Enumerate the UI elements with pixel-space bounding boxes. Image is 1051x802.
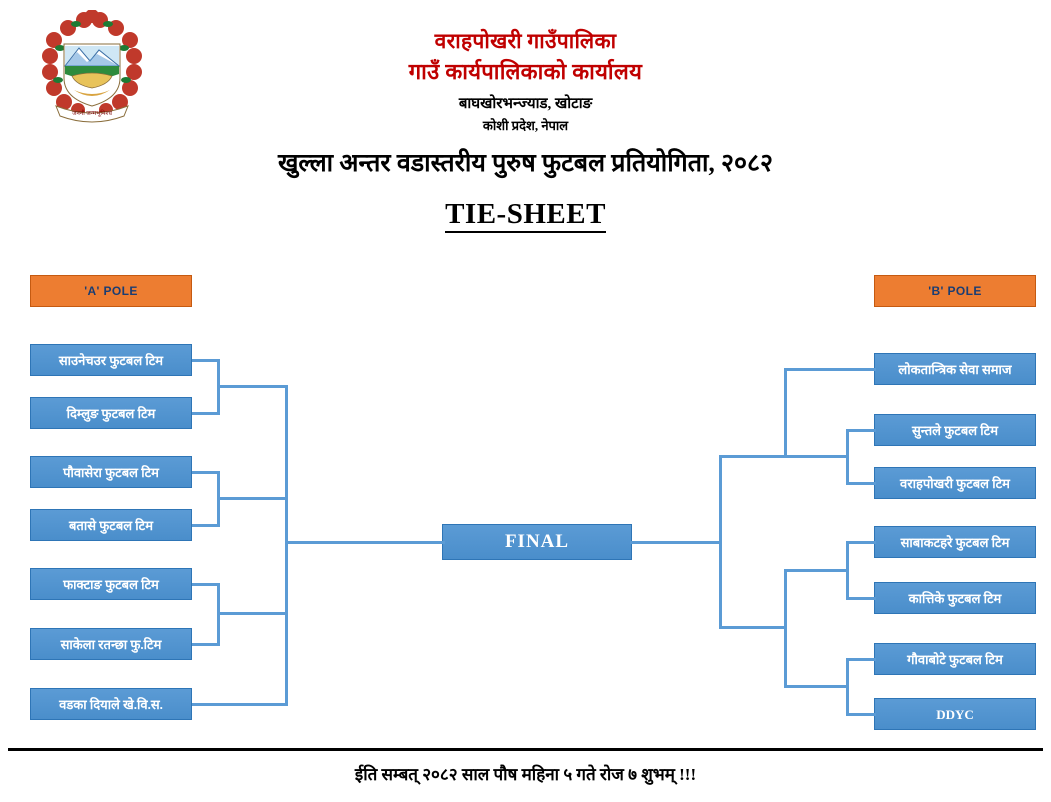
event-title: खुल्ला अन्तर वडास्तरीय पुरुष फुटबल प्रतियोगिता, २०८२ — [277, 150, 773, 177]
connector-right-4b — [846, 713, 876, 716]
org-line-1: वराहपोखरी गाउँपालिका — [434, 29, 617, 53]
team-box-right-6[interactable]: गौवाबोटे फुटबल टिम — [874, 643, 1036, 675]
team-box-right-5[interactable]: कात्तिके फुटबल टिम — [874, 582, 1036, 614]
team-box-right-7[interactable]: DDYC — [874, 698, 1036, 730]
connector-left-1a — [192, 359, 220, 362]
document-title: TIE-SHEET — [445, 198, 606, 233]
document-title-wrap — [0, 198, 1051, 231]
connector-left-4out — [192, 703, 287, 706]
connector-right-2a — [846, 429, 876, 432]
team-box-left-5[interactable]: फाक्टाङ फुटबल टिम — [30, 568, 192, 600]
team-box-left-2[interactable]: दिम्लुङ फुटबल टिम — [30, 397, 192, 429]
header-text-block — [0, 26, 1051, 184]
connector-right-4out — [784, 685, 849, 688]
connector-right-3b — [846, 597, 876, 600]
connector-right-semi-upper-v — [784, 368, 787, 458]
connector-right-3a — [846, 541, 876, 544]
team-box-left-4[interactable]: बतासे फुटबल टिम — [30, 509, 192, 541]
connector-right-3out — [784, 569, 849, 572]
org-address: बाघखोरभन्ज्याड, खोटाङ — [458, 96, 593, 112]
connector-right-2out — [784, 455, 849, 458]
connector-left-2out — [217, 497, 287, 500]
connector-left-semi-lower-v — [285, 612, 288, 706]
svg-text:जननी जन्मभूमिश्च: जननी जन्मभूमिश्च — [72, 111, 112, 117]
connector-left-3out — [217, 612, 287, 615]
org-province: कोशी प्रदेश, नेपाल — [482, 118, 569, 133]
team-box-right-3[interactable]: वराहपोखरी फुटबल टिम — [874, 467, 1036, 499]
connector-left-final-v — [285, 497, 288, 612]
team-box-left-1[interactable]: साउनेचउर फुटबल टिम — [30, 344, 192, 376]
footer-divider — [8, 748, 1043, 751]
connector-left-1out — [217, 385, 287, 388]
org-line-2: गाउँ कार्यपालिकाको कार्यालय — [408, 59, 643, 84]
page-header — [0, 0, 1051, 250]
connector-right-2b — [846, 482, 876, 485]
connector-left-2b — [192, 524, 220, 527]
pole-b-header: 'B' POLE — [874, 275, 1036, 307]
connector-right-final-bottom — [719, 626, 787, 629]
connector-right-final-top — [719, 455, 787, 458]
team-box-right-1[interactable]: लोकतान्त्रिक सेवा समाज — [874, 353, 1036, 385]
connector-left-semi-upper-v — [285, 385, 288, 500]
connector-left-1b — [192, 412, 220, 415]
footer-text: ईति सम्बत् २०८२ साल पौष महिना ५ गते रोज ७ शुभम् !!! — [354, 765, 697, 784]
connector-left-3b — [192, 643, 220, 646]
team-box-left-3[interactable]: पौवासेरा फुटबल टिम — [30, 456, 192, 488]
team-box-right-4[interactable]: साबाकटहरे फुटबल टिम — [874, 526, 1036, 558]
connector-left-3a — [192, 583, 220, 586]
connector-left-to-final — [285, 541, 445, 544]
final-box[interactable]: FINAL — [442, 524, 632, 560]
pole-a-header: 'A' POLE — [30, 275, 192, 307]
connector-right-to-final — [630, 541, 722, 544]
connector-right-4a — [846, 658, 876, 661]
connector-left-2a — [192, 471, 220, 474]
team-box-left-7[interactable]: वडका दियाले खे.वि.स. — [30, 688, 192, 720]
team-box-left-6[interactable]: साकेला रतन्छा फु.टिम — [30, 628, 192, 660]
connector-right-1out — [784, 368, 876, 371]
team-box-right-2[interactable]: सुन्तले फुटबल टिम — [874, 414, 1036, 446]
